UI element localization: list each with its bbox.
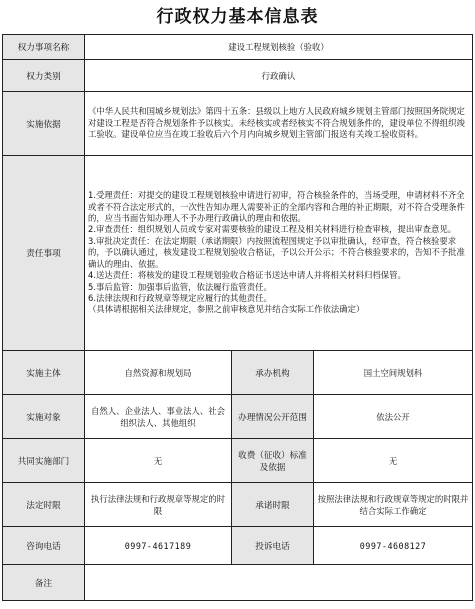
value-power-name: 建设工程规划核验（验收） <box>85 35 473 60</box>
row-time-limit <box>3 483 473 527</box>
value-target: 自然人、企业法人、事业法人、社会组织法人、其他组织 <box>85 395 232 439</box>
value-promised-time-limit: 按照法律法规和行政规章等规定的时限并结合实际工作确定 <box>314 483 473 527</box>
page-title: 行政权力基本信息表 <box>156 7 319 27</box>
duty-item: （具体请根据相关法律规定，参照之前审核意见并结合实际工作依法确定） <box>88 304 365 315</box>
power-info-table <box>2 34 473 601</box>
label-legal-time-limit: 法定时限 <box>3 483 85 527</box>
value-consult-phone: 0997-4617189 <box>85 527 232 565</box>
row-basis <box>3 92 473 156</box>
duty-item: 2.审查责任：组织规划人员或专家对需要核验的建设工程及相关材料进行检查审核，提出审查意见。 <box>88 224 457 235</box>
row-power-name <box>3 35 473 60</box>
label-target: 实施对象 <box>3 395 85 439</box>
label-consult-phone: 咨询电话 <box>3 527 85 565</box>
value-basis: 《中华人民共和国城乡规划法》第四十五条：县级以上地方人民政府城乡规划主管部门按照国务院规定对建设工程是否符合规划条件予以核实。未经核实或者经核实不符合规划条件的，建设单位不得组织竣工验收。建设单位应当在竣工验收后六个月内向城乡规划主管部门报送有关竣工验收资料。 <box>85 92 473 156</box>
duty-item: 4.送达责任：将核发的建设工程规划验收合格证书送达申请人并将相关材料归档保管。 <box>88 270 406 281</box>
duty-item: 5.事后监管：加强事后监管，依法履行监管责任。 <box>88 281 272 292</box>
duty-item: 1.受理责任：对提交的建设工程规划核验申请进行初审，符合核验条件的，当场受理，申请材料不齐全或者不符合法定形式的，一次性告知办理人需要补正的全部内容和合理的补正期限，对不符合受理条件的，应当书面告知办理人不予办理行政确认的理由和依据。 <box>88 190 465 224</box>
value-legal-time-limit: 执行法律法规和行政规章等规定的时限 <box>85 483 232 527</box>
label-complaint-phone: 投诉电话 <box>232 527 314 565</box>
label-power-category: 权力类别 <box>3 60 85 92</box>
row-duties <box>3 156 473 351</box>
value-complaint-phone: 0997-4608127 <box>314 527 473 565</box>
value-joint: 无 <box>85 439 232 483</box>
label-subject: 实施主体 <box>3 351 85 395</box>
label-handling-agency: 承办机构 <box>232 351 314 395</box>
duty-item: 3.审批决定责任：在法定期限（承诺期限）内按照流程图规定予以审批确认，经审查，符合核验要求的，予以确认通过，核发建设工程规划验收合格证，予以公开公示；不符合核验要求的，告知不予批准确认的理由、依据。 <box>88 235 465 269</box>
value-fee-standard: 无 <box>314 439 473 483</box>
label-disclosure-scope: 办理情况公开范围 <box>232 395 314 439</box>
label-power-name: 权力事项名称 <box>3 35 85 60</box>
duty-item: 6.法律法规和行政规章等规定应履行的其他责任。 <box>88 292 272 303</box>
value-duties <box>85 156 473 351</box>
value-power-category: 行政确认 <box>85 60 473 92</box>
row-joint <box>3 439 473 483</box>
label-fee-standard: 收费（征收）标准及依据 <box>232 439 314 483</box>
row-phone <box>3 527 473 565</box>
value-disclosure-scope: 依法公开 <box>314 395 473 439</box>
value-handling-agency: 国土空间规划科 <box>314 351 473 395</box>
value-remark <box>85 565 473 601</box>
value-subject: 自然资源和规划局 <box>85 351 232 395</box>
row-remark <box>3 565 473 601</box>
row-subject <box>3 351 473 395</box>
label-duties: 责任事项 <box>3 156 85 351</box>
label-joint: 共同实施部门 <box>3 439 85 483</box>
label-remark: 备注 <box>3 565 85 601</box>
label-promised-time-limit: 承诺时限 <box>232 483 314 527</box>
row-target <box>3 395 473 439</box>
label-basis: 实施依据 <box>3 92 85 156</box>
row-power-category <box>3 60 473 92</box>
